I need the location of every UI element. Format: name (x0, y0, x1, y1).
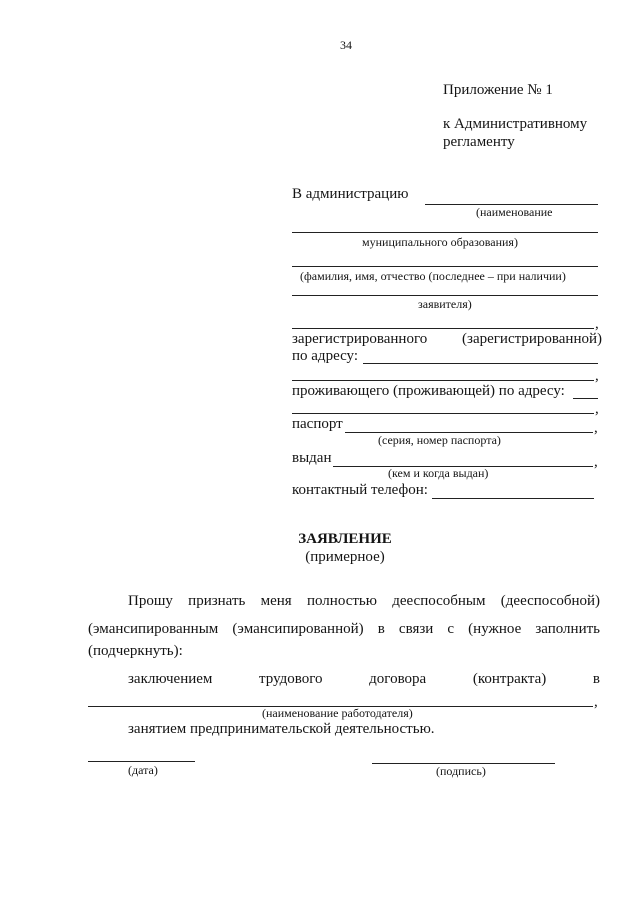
admin-name-field-line-2 (292, 232, 598, 233)
date-hint: (дата) (128, 763, 158, 777)
residing-address-field-line (573, 398, 598, 399)
comma-mark: , (594, 454, 598, 470)
statement-title: ЗАЯВЛЕНИЕ (298, 531, 392, 547)
applicant-extra-field-line (292, 328, 594, 329)
passport-label: паспорт (292, 416, 343, 432)
issued-hint: (кем и когда выдан) (388, 466, 489, 480)
residing-address-field-line-2 (292, 413, 594, 414)
employer-hint: (наименование работодателя) (262, 706, 413, 720)
signature-hint: (подпись) (436, 764, 486, 778)
applicant-fio-hint: (фамилия, имя, отчество (последнее – при наличии) (300, 269, 566, 283)
registered-address-field-line-2 (292, 380, 594, 381)
phone-field-line (432, 498, 594, 499)
comma-mark: , (594, 420, 598, 436)
applicant-fio-field-line (292, 266, 598, 267)
statement-paragraph-line-3: (подчеркнуть): (88, 643, 183, 659)
statement-paragraph-line-1: Прошу признать меня полностью дееспособным (дееспособной) (128, 593, 600, 609)
date-field-line (88, 761, 195, 762)
admin-name-hint-1: (наименование (476, 205, 553, 219)
admin-name-hint-2: муниципального образования) (362, 235, 518, 249)
passport-hint: (серия, номер паспорта) (378, 433, 501, 447)
registered-row (292, 331, 602, 347)
statement-subtitle: (примерное) (305, 549, 385, 565)
to-admin-label: В администрацию (292, 186, 409, 202)
appendix-title: Приложение № 1 (443, 82, 553, 98)
registered-label-f: (зарегистрированной) (462, 331, 602, 347)
registered-label-m: зарегистрированного (292, 331, 428, 347)
comma-mark: , (595, 368, 599, 384)
appendix-to-line-1: к Административному (443, 116, 588, 132)
statement-paragraph-line-2: (эмансипированным (эмансипированной) в связи с (нужное заполнить (88, 621, 600, 637)
residing-label: проживающего (проживающей) по адресу: (292, 383, 565, 399)
applicant-hint: заявителя) (418, 297, 472, 311)
registered-address-field-line (363, 363, 598, 364)
option-employment-contract: заключением трудового договора (контракта) в (128, 671, 600, 687)
option-entrepreneurship: занятием предпринимательской деятельностью. (128, 721, 435, 737)
page-number: 34 (340, 38, 352, 52)
address-label: по адресу: (292, 348, 359, 364)
applicant-fio-field-line-2 (292, 295, 598, 296)
comma-mark: , (595, 401, 599, 417)
appendix-to-line-2: регламенту (443, 134, 515, 150)
comma-mark: , (595, 316, 599, 332)
issued-label: выдан (292, 450, 332, 466)
comma-mark: , (594, 694, 598, 710)
phone-label: контактный телефон: (292, 482, 428, 498)
